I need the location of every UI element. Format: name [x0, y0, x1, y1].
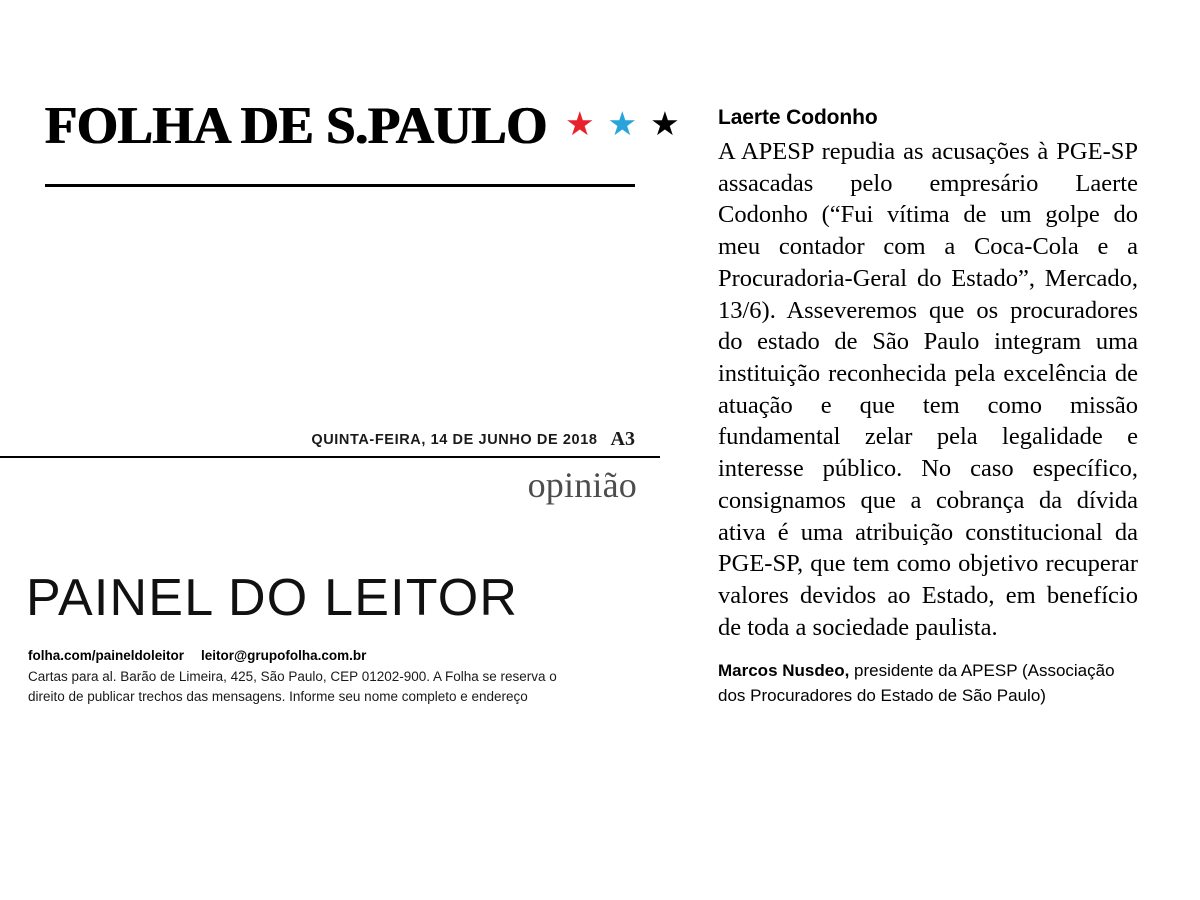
- masthead-stars: [565, 107, 680, 140]
- contact-site-link[interactable]: folha.com/paineldoleitor: [28, 648, 185, 663]
- contact-line: [28, 648, 366, 663]
- contact-email-link[interactable]: leitor@grupofolha.com.br: [201, 648, 367, 663]
- dateline-date: QUINTA-FEIRA, 14 DE JUNHO DE 2018: [311, 432, 598, 448]
- masthead: [45, 97, 680, 155]
- star-red-icon: ★: [564, 105, 595, 142]
- letter-title: Laerte Codonho: [718, 106, 878, 129]
- letter-column: [718, 106, 1138, 709]
- signature-name: Marcos Nusdeo,: [718, 660, 850, 680]
- section-divider: [0, 456, 660, 458]
- fine-print-text: Cartas para al. Barão de Limeira, 425, São Paulo, CEP 01202-900. A Folha se reserva o direito de publicar trechos das mensagens. Informe seu nome completo e endereço: [28, 669, 557, 704]
- newspaper-logo-text: FOLHA DE S.PAULO: [45, 97, 547, 155]
- page-title: PAINEL DO LEITOR: [26, 569, 519, 627]
- signature-role: presidente da APESP (Associação dos Procuradores do Estado de São Paulo): [718, 660, 1115, 705]
- letter-body: A APESP repudia as acusações à PGE-SP assacadas pelo empresário Laerte Codonho (“Fui vítima de um golpe do meu contador com a Coca-Cola e a Procuradoria-Geral do Estado”, Mercado, 13/6). Asseveremos que os procuradores do estado de São Paulo integram uma instituição reconhecida pela excelência de atuação e que tem como missão fundamental zelar pela legalidade e interesse público. No caso específico, consignamos que a cobrança da dívida ativa é uma atribuição constitucional da PGE-SP, que tem como objetivo recuperar valores devidos ao Estado, em benefício de toda a sociedade paulista.: [718, 138, 1138, 641]
- star-black-icon: ★: [650, 105, 680, 142]
- masthead-divider: [45, 184, 635, 187]
- star-blue-icon: ★: [607, 105, 638, 142]
- section-title: opinião: [527, 465, 637, 505]
- page-number: A3: [610, 428, 635, 450]
- letter-signature: [718, 658, 1138, 709]
- dateline: [45, 428, 635, 451]
